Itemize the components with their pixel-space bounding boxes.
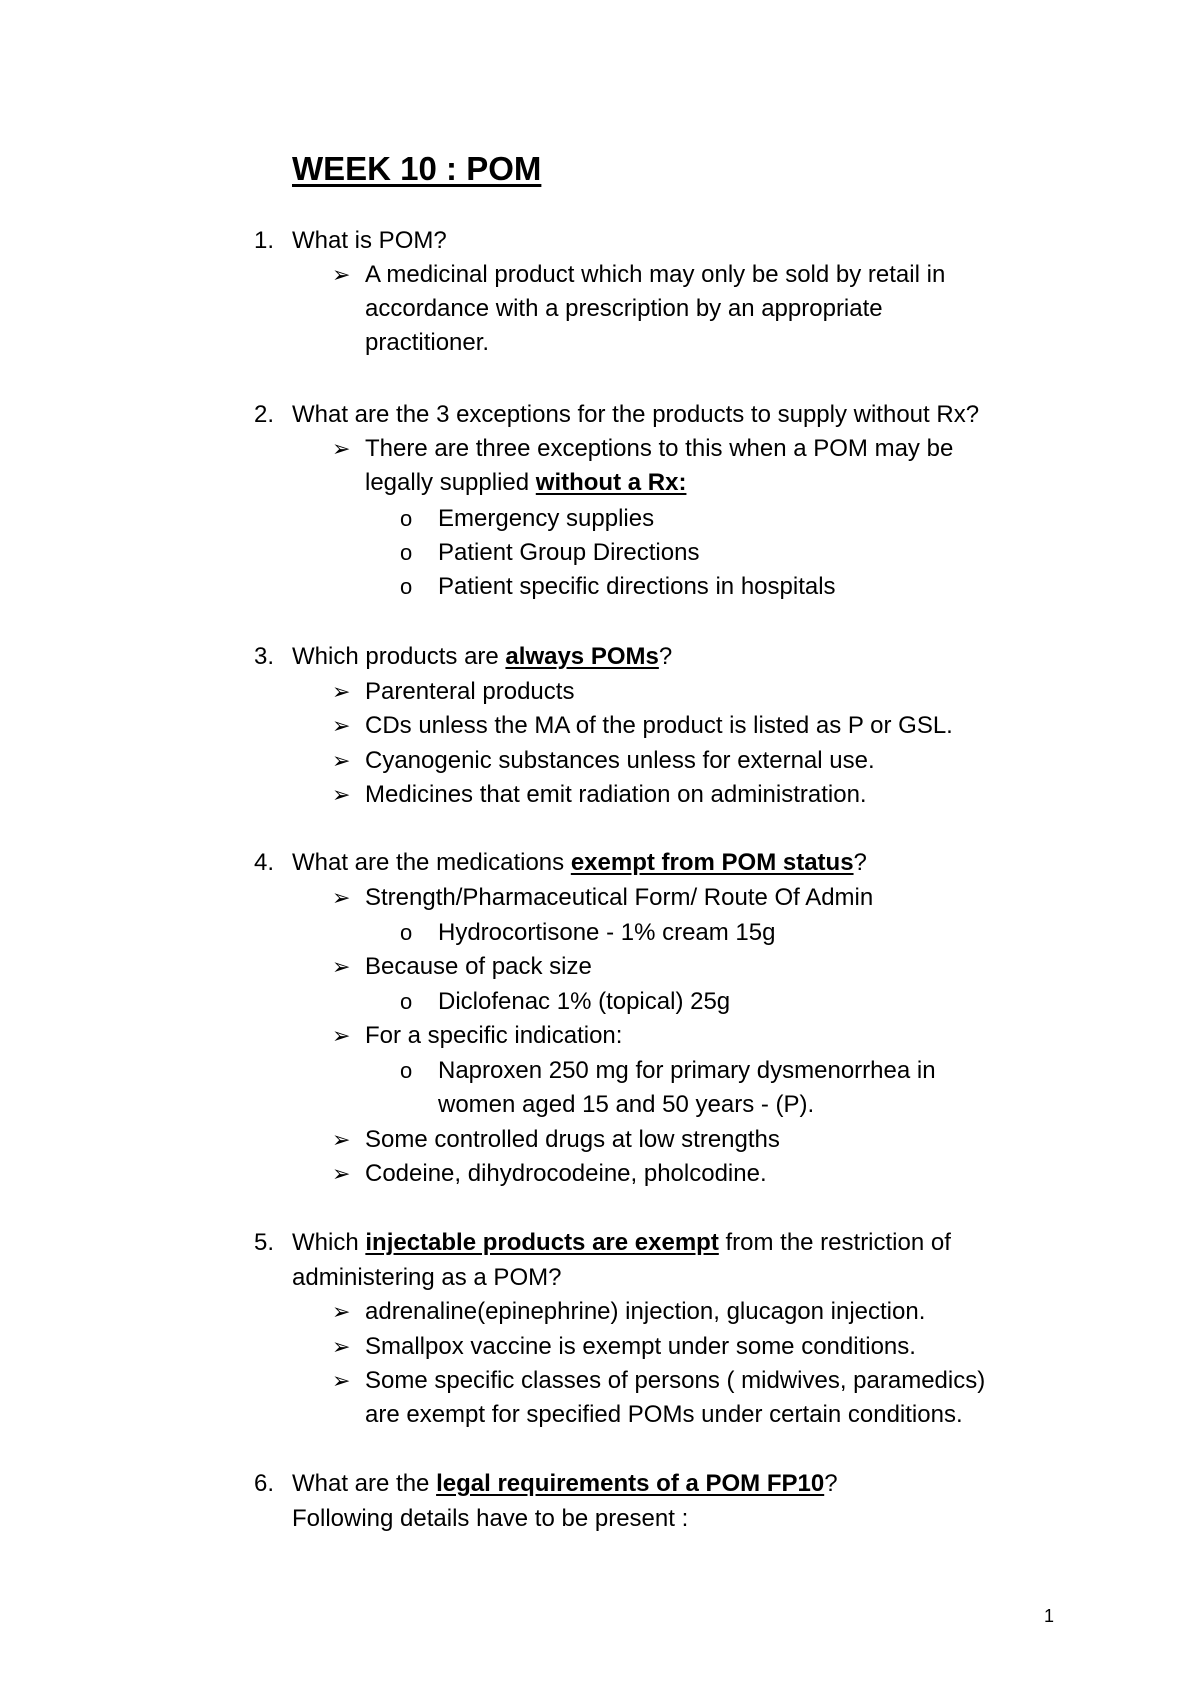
arrow-bullet-icon: ➢ bbox=[332, 782, 351, 807]
question-number: 2. bbox=[254, 401, 275, 428]
sub-bullet-text: women aged 15 and 50 years - (P). bbox=[438, 1091, 815, 1118]
sub-bullet-text: Patient specific directions in hospitals bbox=[438, 573, 836, 600]
answer-text: Smallpox vaccine is exempt under some conditions. bbox=[365, 1333, 916, 1360]
question-number: 1. bbox=[254, 227, 275, 254]
circle-bullet-icon: o bbox=[400, 920, 413, 945]
arrow-bullet-icon: ➢ bbox=[332, 1334, 351, 1359]
arrow-bullet-icon: ➢ bbox=[332, 1161, 351, 1186]
answer-text: Strength/Pharmaceutical Form/ Route Of Admin bbox=[365, 884, 874, 911]
arrow-bullet-icon: ➢ bbox=[332, 713, 351, 738]
page-number: 1 bbox=[1044, 1606, 1055, 1626]
answer-text: Medicines that emit radiation on administration. bbox=[365, 781, 867, 808]
answer-text: Some controlled drugs at low strengths bbox=[365, 1126, 780, 1153]
answer-text: There are three exceptions to this when a POM may be bbox=[365, 435, 954, 462]
circle-bullet-icon: o bbox=[400, 540, 413, 565]
sub-bullet-text: Patient Group Directions bbox=[438, 539, 700, 566]
question-text: What are the medications exempt from POM status? bbox=[292, 849, 867, 876]
answer-text: CDs unless the MA of the product is listed as P or GSL. bbox=[365, 712, 953, 739]
arrow-bullet-icon: ➢ bbox=[332, 1368, 351, 1393]
question-text: What are the legal requirements of a POM FP10? bbox=[292, 1470, 838, 1497]
arrow-bullet-icon: ➢ bbox=[332, 748, 351, 773]
arrow-bullet-icon: ➢ bbox=[332, 679, 351, 704]
question-number: 3. bbox=[254, 643, 275, 670]
arrow-bullet-icon: ➢ bbox=[332, 436, 351, 461]
circle-bullet-icon: o bbox=[400, 989, 413, 1014]
emphasis-text: exempt from POM status bbox=[570, 849, 854, 876]
sub-bullet-text: Naproxen 250 mg for primary dysmenorrhea in bbox=[438, 1057, 936, 1084]
question-text: What are the 3 exceptions for the products to supply without Rx? bbox=[292, 401, 980, 428]
answer-text: Because of pack size bbox=[365, 953, 592, 980]
answer-text: legally supplied without a Rx: bbox=[365, 469, 687, 496]
question-number: 6. bbox=[254, 1470, 275, 1497]
sub-bullet-text: Hydrocortisone - 1% cream 15g bbox=[438, 919, 776, 946]
emphasis-text: without a Rx: bbox=[535, 469, 687, 496]
arrow-bullet-icon: ➢ bbox=[332, 1023, 351, 1048]
circle-bullet-icon: o bbox=[400, 1058, 413, 1083]
answer-text: For a specific indication: bbox=[365, 1022, 623, 1049]
answer-text: accordance with a prescription by an appropriate bbox=[365, 295, 883, 322]
answer-text: Codeine, dihydrocodeine, pholcodine. bbox=[365, 1160, 767, 1187]
answer-text: Some specific classes of persons ( midwives, paramedics) bbox=[365, 1367, 986, 1394]
sub-bullet-text: Emergency supplies bbox=[438, 505, 655, 532]
arrow-bullet-icon: ➢ bbox=[332, 1299, 351, 1324]
emphasis-text: always POMs bbox=[505, 643, 659, 670]
arrow-bullet-icon: ➢ bbox=[332, 1127, 351, 1152]
question-text: administering as a POM? bbox=[292, 1264, 562, 1291]
answer-text: are exempt for specified POMs under certain conditions. bbox=[365, 1401, 963, 1428]
question-text: Which products are always POMs? bbox=[292, 643, 673, 670]
answer-text: Cyanogenic substances unless for external use. bbox=[365, 747, 875, 774]
question-number: 5. bbox=[254, 1229, 275, 1256]
arrow-bullet-icon: ➢ bbox=[332, 885, 351, 910]
question-number: 4. bbox=[254, 849, 275, 876]
question-text: Which injectable products are exempt from the restriction of bbox=[292, 1229, 951, 1256]
arrow-bullet-icon: ➢ bbox=[332, 262, 351, 287]
answer-text: Parenteral products bbox=[365, 678, 575, 705]
arrow-bullet-icon: ➢ bbox=[332, 954, 351, 979]
answer-text: adrenaline(epinephrine) injection, glucagon injection. bbox=[365, 1298, 926, 1325]
emphasis-text: legal requirements of a POM FP10 bbox=[436, 1470, 825, 1497]
page-title: WEEK 10 : POM bbox=[292, 150, 542, 187]
sub-bullet-text: Diclofenac 1% (topical) 25g bbox=[438, 988, 731, 1015]
question-text: Following details have to be present : bbox=[292, 1505, 689, 1532]
answer-text: practitioner. bbox=[365, 329, 490, 356]
question-text: What is POM? bbox=[292, 227, 447, 254]
circle-bullet-icon: o bbox=[400, 574, 413, 599]
emphasis-text: injectable products are exempt bbox=[365, 1229, 719, 1256]
answer-text: A medicinal product which may only be sold by retail in bbox=[365, 261, 946, 288]
circle-bullet-icon: o bbox=[400, 506, 413, 531]
